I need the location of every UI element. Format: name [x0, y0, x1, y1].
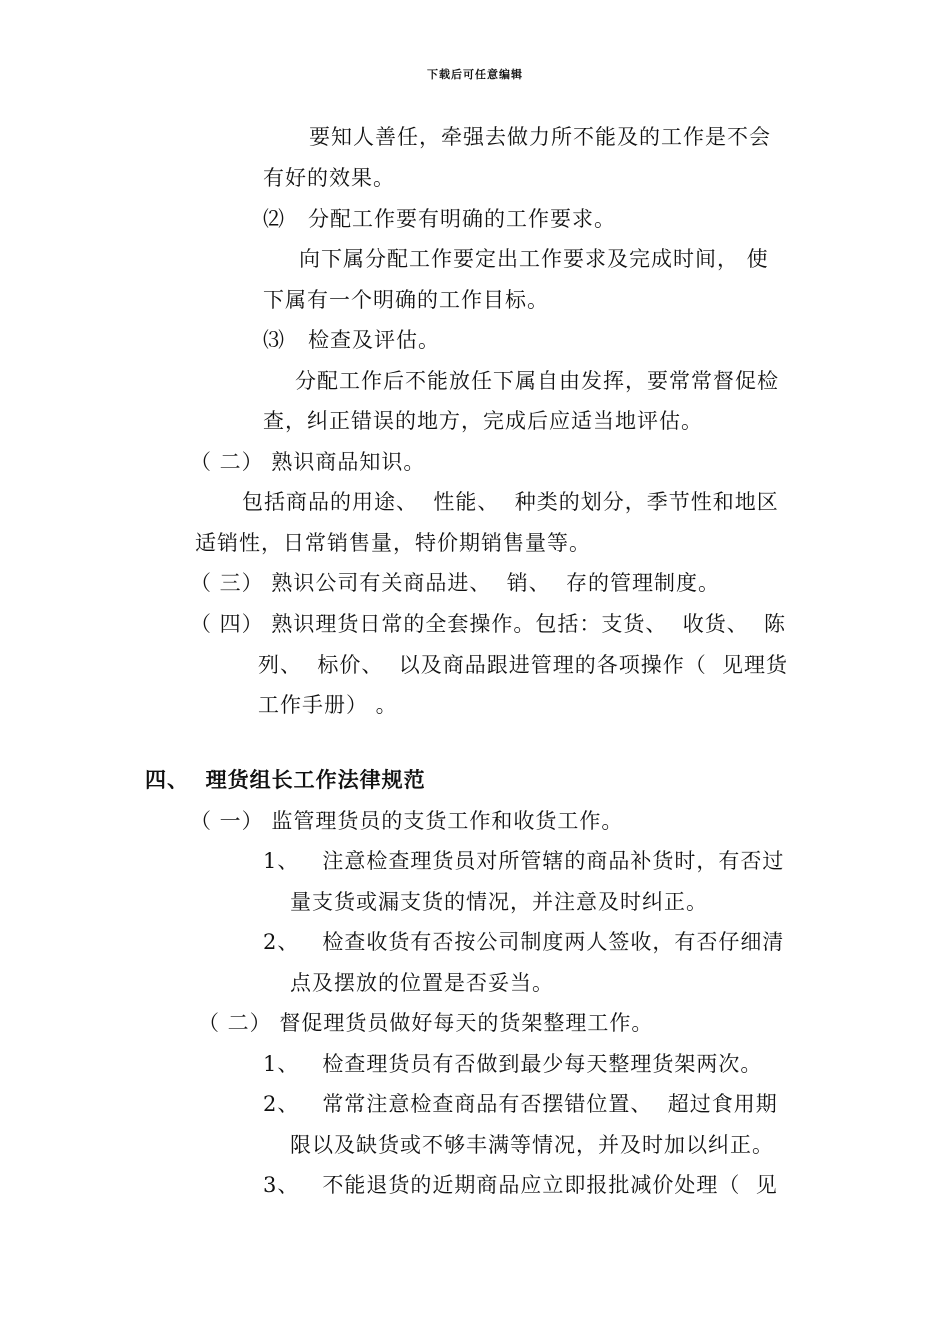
subsection-heading: （ 二） 熟识商品知识。 [190, 450, 426, 474]
list-item: 2、 常常注意检查商品有否摆错位置、 超过食用期 [263, 1092, 778, 1116]
text-line: 查，纠正错误的地方，完成后应适当地评估。 [263, 409, 703, 433]
text-line: 有好的效果。 [263, 166, 395, 190]
page-header-note: 下载后可任意编辑 [427, 68, 523, 81]
subsection-heading: （ 四） 熟识理货日常的全套操作。包括：支货、 收货、 陈 [190, 612, 787, 636]
list-item: 2、 检查收货有否按公司制度两人签收，有否仔细清 [263, 930, 785, 954]
text-line: 要知人善任，牵强去做力所不能及的工作是不会 [309, 125, 771, 149]
text-line: 下属有一个明确的工作目标。 [263, 288, 549, 312]
text-line: 限以及缺货或不够丰满等情况，并及时加以纠正。 [290, 1133, 774, 1157]
subsection-heading: （ 三） 熟识公司有关商品进、 销、 存的管理制度。 [190, 571, 721, 595]
list-item: 3、 不能退货的近期商品应立即报批减价处理（ 见 [263, 1173, 778, 1197]
text-line: ⑶ 检查及评估。 [263, 328, 441, 352]
text-line: 分配工作后不能放任下属自由发挥，要常常督促检 [295, 369, 779, 393]
list-item: 1、 检查理货员有否做到最少每天整理货架两次。 [263, 1052, 763, 1076]
text-line: 向下属分配工作要定出工作要求及完成时间， 使 [299, 247, 769, 271]
list-item: 1、 注意检查理货员对所管辖的商品补货时，有否过 [263, 849, 785, 873]
subsection-heading: （ 一） 监管理货员的支货工作和收货工作。 [190, 809, 624, 833]
section-title: 四、 理货组长工作法律规范 [145, 768, 426, 792]
text-line: 适销性，日常销售量，特价期销售量等。 [195, 531, 591, 555]
text-line: 列、 标价、 以及商品跟进管理的各项操作（ 见理货 [258, 653, 789, 677]
text-line: 量支货或漏支货的情况，并注意及时纠正。 [290, 890, 708, 914]
text-line: ⑵ 分配工作要有明确的工作要求。 [263, 207, 617, 231]
text-line: 包括商品的用途、 性能、 种类的划分，季节性和地区 [242, 490, 779, 514]
subsection-heading: （ 二） 督促理货员做好每天的货架整理工作。 [198, 1011, 654, 1035]
text-line: 点及摆放的位置是否妥当。 [290, 971, 554, 995]
text-line: 工作手册） 。 [258, 693, 398, 717]
